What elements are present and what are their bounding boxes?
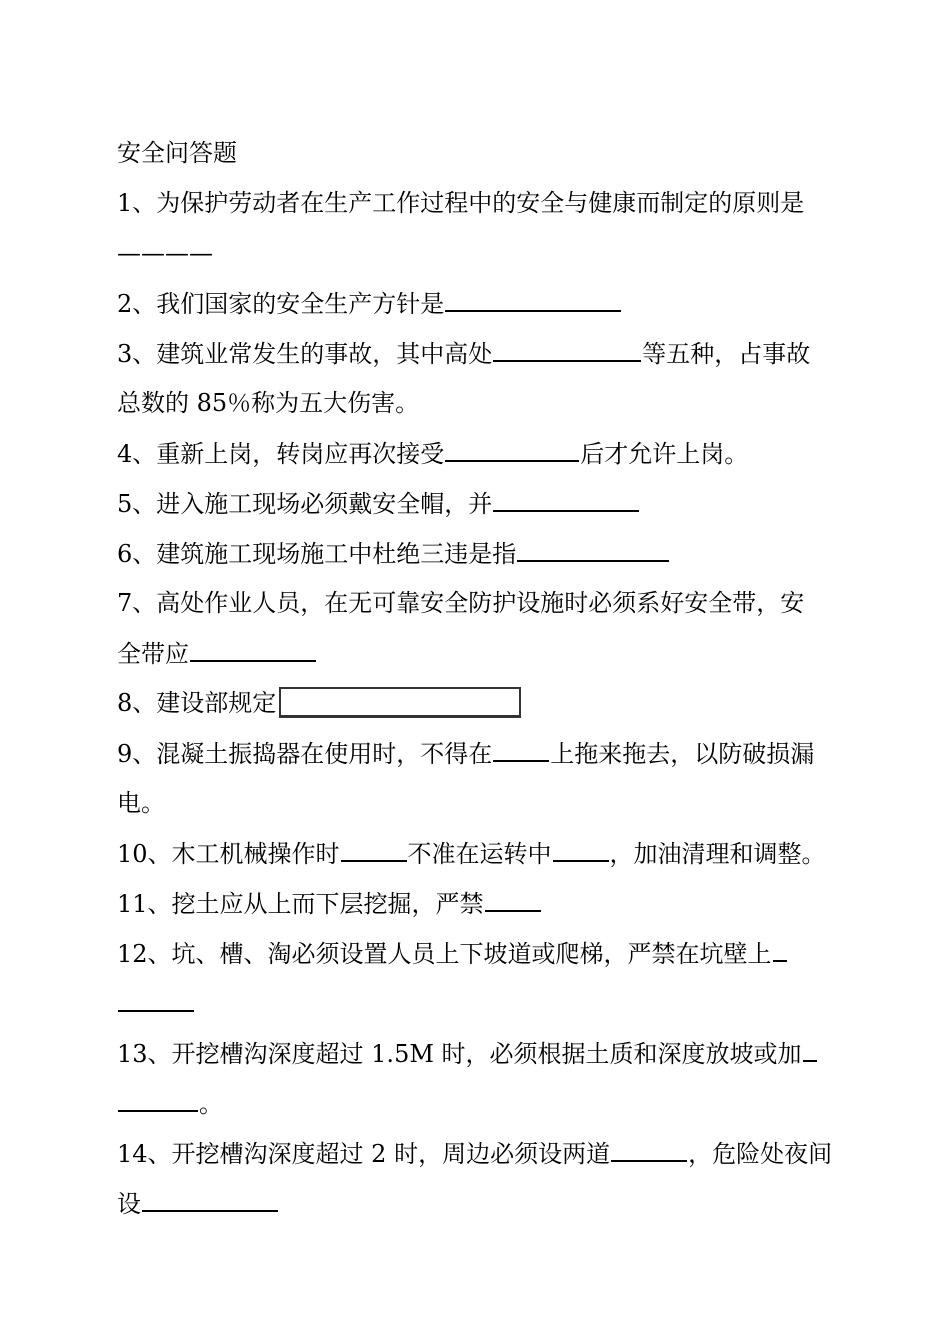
question-8-text: 8、建设部规定 — [117, 689, 277, 717]
question-6-blank[interactable] — [517, 528, 669, 562]
question-1-dashes: ———— — [117, 239, 213, 267]
question-9-line-1 — [117, 728, 837, 778]
question-9-continuation: 电。 — [117, 789, 165, 817]
question-1-text: 1、为保护劳动者在生产工作过程中的安全与健康而制定的原则是 — [117, 189, 805, 217]
document-title: 安全问答题 — [117, 139, 237, 167]
question-13-line-1 — [117, 1028, 837, 1078]
question-3-blank[interactable] — [493, 328, 641, 362]
question-7-blank[interactable] — [190, 628, 316, 662]
question-9-suffix: 上拖来拖去，以防破损漏 — [550, 740, 815, 768]
question-5-blank[interactable] — [493, 478, 639, 512]
question-10-middle: 不准在运转中 — [407, 840, 552, 868]
question-14-continuation: 设 — [117, 1190, 141, 1218]
question-14-line-1 — [117, 1128, 837, 1178]
question-12-blank[interactable] — [118, 978, 194, 1012]
question-4 — [117, 428, 837, 478]
question-11-text: 11、挖土应从上而下层挖掘，严禁 — [117, 890, 484, 918]
question-10-blank-2[interactable] — [553, 828, 609, 862]
question-9-blank[interactable] — [493, 728, 549, 762]
question-14-suffix: ，危险处夜间 — [688, 1140, 833, 1168]
question-13-line-2 — [117, 1078, 837, 1128]
question-2 — [117, 278, 837, 328]
question-1-line-2 — [117, 228, 837, 278]
question-3-line-1 — [117, 328, 837, 378]
question-4-text: 4、重新上岗，转岗应再次接受 — [117, 440, 445, 468]
question-14-blank-2[interactable] — [142, 1178, 278, 1212]
question-10-blank-1[interactable] — [341, 828, 407, 862]
question-11 — [117, 878, 837, 928]
question-14-line-2 — [117, 1178, 837, 1228]
question-5 — [117, 478, 837, 528]
question-7-line-1 — [117, 578, 837, 628]
question-2-text: 2、我们国家的安全生产方针是 — [117, 290, 445, 318]
question-12-line-1 — [117, 928, 837, 978]
question-8-answer-box[interactable] — [279, 687, 521, 718]
question-3-line-2 — [117, 378, 837, 428]
question-10-text: 10、木工机械操作时 — [117, 840, 340, 868]
question-12-text: 12、坑、槽、淘必须设置人员上下坡道或爬梯，严禁在坑壁上 — [117, 940, 772, 968]
question-14-text: 14、开挖槽沟深度超过 2 时，周边必须设两道 — [117, 1140, 611, 1168]
question-8 — [117, 678, 837, 728]
question-14-blank-1[interactable] — [611, 1128, 687, 1162]
question-2-blank[interactable] — [445, 278, 621, 312]
question-13-blank-start[interactable] — [803, 1028, 817, 1062]
question-10-suffix: ，加油清理和调整。 — [609, 840, 826, 868]
question-3-suffix: 等五种，占事故 — [642, 340, 811, 368]
question-7-text: 7、高处作业人员，在无可靠安全防护设施时必须系好安全带，安 — [117, 589, 805, 617]
question-13-blank[interactable] — [118, 1078, 198, 1112]
question-3-continuation: 总数的 85％称为五大伤害。 — [117, 389, 420, 417]
question-13-text: 13、开挖槽沟深度超过 1.5M 时，必须根据土质和深度放坡或加 — [117, 1040, 802, 1068]
document-body — [117, 128, 837, 1228]
question-3-text: 3、建筑业常发生的事故，其中高处 — [117, 340, 493, 368]
question-6 — [117, 528, 837, 578]
question-7-continuation: 全带应 — [117, 640, 189, 668]
question-12-blank-start[interactable] — [773, 928, 787, 962]
question-11-blank[interactable] — [485, 878, 541, 912]
question-10 — [117, 828, 837, 878]
question-6-text: 6、建筑施工现场施工中杜绝三违是指 — [117, 540, 517, 568]
question-1-line-1 — [117, 178, 837, 228]
question-5-text: 5、进入施工现场必须戴安全帽，并 — [117, 490, 493, 518]
question-4-suffix: 后才允许上岗。 — [580, 440, 749, 468]
question-7-line-2 — [117, 628, 837, 678]
question-9-line-2 — [117, 778, 837, 828]
question-13-suffix: 。 — [199, 1090, 223, 1118]
question-12-line-2 — [117, 978, 837, 1028]
question-9-text: 9、混凝土振捣器在使用时，不得在 — [117, 740, 493, 768]
question-4-blank[interactable] — [445, 428, 579, 462]
